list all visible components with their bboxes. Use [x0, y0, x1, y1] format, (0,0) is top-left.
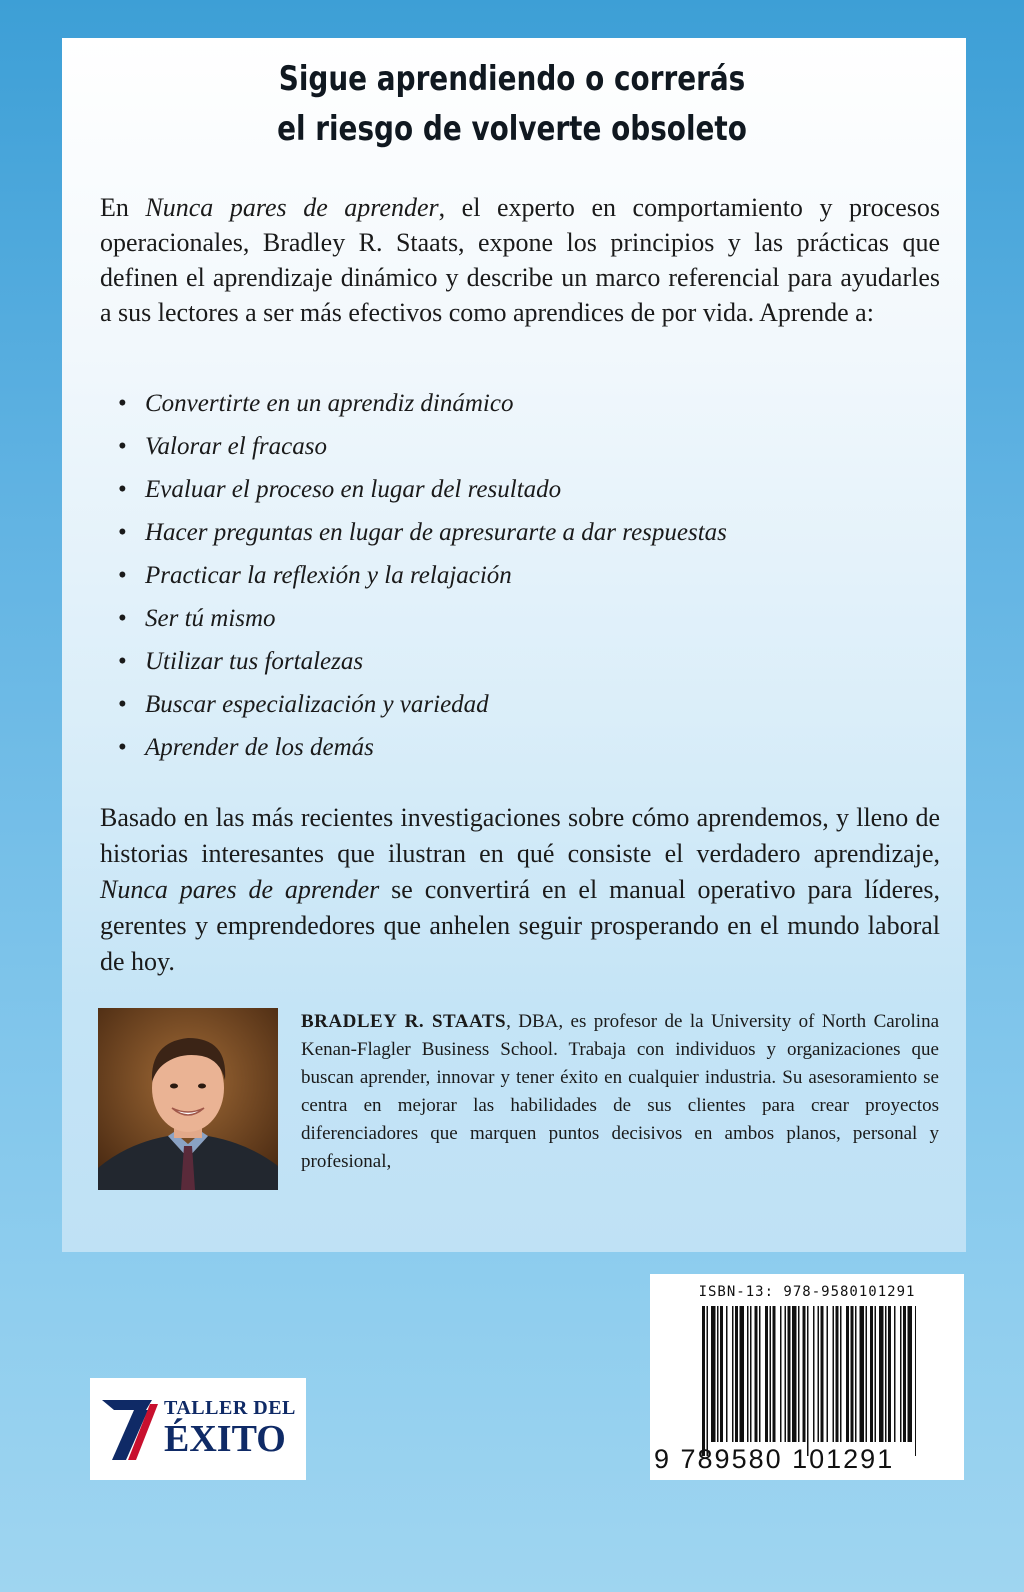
author-photo	[98, 1008, 278, 1190]
bullet: •	[118, 734, 127, 761]
barcode-bar	[900, 1306, 902, 1442]
list-item: • Utilizar tus fortalezas	[100, 640, 900, 683]
barcode-bar	[860, 1306, 865, 1442]
bullet: •	[118, 433, 127, 460]
barcode-bar	[851, 1306, 854, 1442]
barcode-bar	[785, 1306, 787, 1442]
barcode-bar	[798, 1306, 800, 1442]
barcode-digits: 9 789580 101291	[654, 1444, 895, 1474]
list-item: • Valorar el fracaso	[100, 425, 900, 468]
learning-points-list	[100, 382, 900, 769]
bullet: •	[118, 476, 127, 503]
barcode-bar	[735, 1306, 738, 1442]
bullet: •	[118, 605, 127, 632]
author-name: BRADLEY R. STAATS	[301, 1011, 507, 1032]
barcode-bar	[707, 1306, 709, 1456]
bullet: •	[118, 390, 127, 417]
barcode-bar	[717, 1306, 719, 1442]
barcode-bar	[840, 1306, 842, 1442]
closing-text-1: Basado en las más recientes investigaciones sobre cómo aprendemos, y lleno de historias interesantes que ilustran en qué consiste el verdadero aprendizaje,	[100, 803, 940, 868]
barcode-bar	[747, 1306, 749, 1442]
barcode-bar	[773, 1306, 776, 1442]
author-bio	[301, 1008, 939, 1176]
bullet: •	[118, 648, 127, 675]
isbn-label: ISBN-13: 978-9580101291	[698, 1284, 916, 1300]
headline-line-1: Sigue aprendiendo o correrás	[278, 59, 746, 99]
barcode-bar	[855, 1306, 857, 1442]
barcode-bar	[875, 1306, 877, 1442]
intro-text: , el experto en comportamiento y procesos operacionales, Bradley R. Staats, expone los principios y las prácticas que definen el aprendizaje dinámico y describe un marco referencial para ayudarles a sus lectores a ser más efectivos como aprendices de por vida. Aprende a:	[100, 193, 940, 327]
barcode-bar	[702, 1306, 705, 1456]
barcode-bar	[885, 1306, 887, 1442]
barcode-bar	[711, 1306, 716, 1442]
barcode-bar	[836, 1306, 839, 1442]
list-item: • Practicar la reflexión y la relajación	[100, 554, 900, 597]
barcode-bar	[792, 1306, 797, 1442]
intro-book-title: Nunca pares de aprender	[145, 193, 439, 222]
publisher-name-line-2: ÉXITO	[164, 1418, 286, 1460]
barcode-bar	[903, 1306, 906, 1442]
closing-paragraph	[100, 800, 940, 980]
barcode-bar	[888, 1306, 891, 1442]
intro-paragraph	[100, 190, 940, 330]
bullet: •	[118, 562, 127, 589]
bullet: •	[118, 691, 127, 718]
publisher-name	[164, 1398, 296, 1458]
barcode-bar	[803, 1306, 806, 1442]
list-item: • Convertirte en un aprendiz dinámico	[100, 382, 900, 425]
barcode-bar	[827, 1306, 829, 1442]
barcode-icon	[702, 1306, 916, 1456]
publisher-logo	[90, 1378, 306, 1480]
barcode-bar	[846, 1306, 849, 1442]
barcode-bar	[833, 1306, 835, 1442]
barcode-box	[650, 1274, 964, 1480]
bullet: •	[118, 519, 127, 546]
barcode-bar	[788, 1306, 791, 1442]
barcode-bar	[740, 1306, 745, 1442]
list-item: • Buscar especialización y variedad	[100, 683, 900, 726]
closing-text-2: se convertirá en el manual operativo para líderes, gerentes y emprendedores que anhelen seguir prosperando en el mundo laboral de hoy.	[100, 875, 940, 976]
headline	[92, 54, 932, 154]
barcode-bar	[870, 1306, 873, 1442]
barcode-bar	[732, 1306, 734, 1442]
list-item: • Evaluar el proceso en lugar del resultado	[100, 468, 900, 511]
list-item: • Ser tú mismo	[100, 597, 900, 640]
barcode-bar	[866, 1306, 868, 1442]
intro-prefix: En	[100, 193, 146, 222]
barcode-bar	[807, 1306, 809, 1456]
barcode-bar	[750, 1306, 752, 1442]
barcode-bar	[780, 1306, 782, 1442]
list-item: • Hacer preguntas en lugar de apresurarte a dar respuestas	[100, 511, 900, 554]
barcode-bar	[821, 1306, 824, 1442]
barcode-bar	[915, 1306, 916, 1456]
barcode-bar	[755, 1306, 758, 1442]
barcode-bar	[894, 1306, 896, 1442]
publisher-name-line-1: TALLER DEL	[164, 1397, 296, 1419]
barcode-bar	[726, 1306, 728, 1442]
barcode-bar	[818, 1306, 820, 1442]
barcode-bar	[765, 1306, 768, 1442]
barcode-bar	[908, 1306, 913, 1442]
barcode-bar	[759, 1306, 761, 1442]
barcode-bar	[770, 1306, 772, 1442]
barcode-bar	[879, 1306, 884, 1442]
barcode-bar	[813, 1306, 815, 1442]
barcode-bar	[720, 1306, 723, 1442]
closing-book-title: Nunca pares de aprender	[100, 875, 380, 904]
author-portrait-illustration	[98, 1008, 278, 1190]
author-bio-text: , DBA, es profesor de la University of North Carolina Kenan-Flagler Business School. Trabaja con individuos y organizaciones que buscan aprender, innovar y tener éxito en cualquier industria. Su asesoramiento se centra en mejorar las habilidades de sus clientes para crear proyectos diferenciadores que marquen puntos decisivos en ambos planos, personal y profesional,	[301, 1011, 940, 1172]
headline-line-2: el riesgo de volverte obsoleto	[277, 109, 747, 149]
list-item: • Aprender de los demás	[100, 726, 900, 769]
